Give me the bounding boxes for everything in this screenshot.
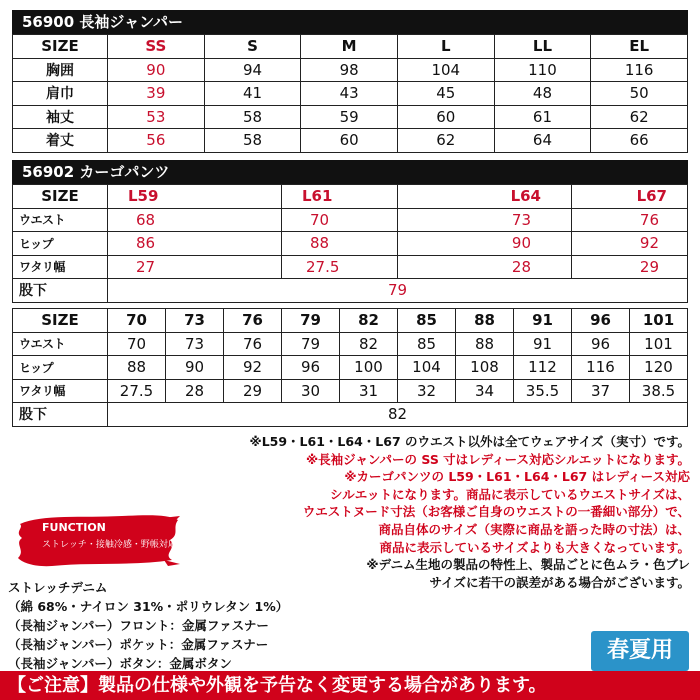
row-label: 股下 xyxy=(13,279,108,303)
jumper-size-table xyxy=(12,34,688,153)
row-label: 股下 xyxy=(13,403,108,427)
size-notes xyxy=(130,433,690,591)
table-cell: 43 xyxy=(301,82,398,106)
table-cell: 88 xyxy=(282,232,398,256)
table-cell: 104 xyxy=(397,58,494,82)
table-cell: 82 xyxy=(108,403,688,427)
table-row xyxy=(13,255,688,279)
table-cell: 38.5 xyxy=(630,379,688,403)
size-header-cell: 70 xyxy=(108,309,166,333)
size-header-cell: S xyxy=(204,35,301,59)
note-line: ※長袖ジャンパーの SS 寸はレディース対応シルエットになります。 xyxy=(306,451,690,467)
size-header-cell: L61 xyxy=(282,185,398,209)
table-cell: 98 xyxy=(301,58,398,82)
table-cell: 37 xyxy=(572,379,630,403)
table-cell: 30 xyxy=(282,379,340,403)
table-cell: 79 xyxy=(108,279,688,303)
size-header-cell: M xyxy=(301,35,398,59)
season-badge: 春夏用 xyxy=(591,631,689,671)
table-cell: 101 xyxy=(630,332,688,356)
size-header-cell: 85 xyxy=(398,309,456,333)
size-header-cell: LL xyxy=(494,35,591,59)
table-cell: 86 xyxy=(108,232,282,256)
size-header-cell: EL xyxy=(591,35,688,59)
table-cell: 110 xyxy=(494,58,591,82)
table-cell: 100 xyxy=(340,356,398,380)
table-row xyxy=(13,279,688,303)
function-subtitle: ストレッチ・接触冷感・野帳対応 xyxy=(42,540,177,550)
table-cell: 73 xyxy=(166,332,224,356)
caution-banner: 【ご注意】製品の仕様や外観を予告なく変更する場合があります。 xyxy=(0,671,700,700)
size-header-cell: 88 xyxy=(456,309,514,333)
table-cell: 53 xyxy=(108,105,205,129)
size-header-cell: L59 xyxy=(108,185,282,209)
row-label: ウエスト xyxy=(13,208,108,232)
table-cell: 62 xyxy=(591,105,688,129)
table-cell: 27.5 xyxy=(108,379,166,403)
table-cell: 70 xyxy=(108,332,166,356)
table-row xyxy=(13,232,688,256)
size-header-cell: SIZE xyxy=(13,309,108,333)
table-cell: 50 xyxy=(591,82,688,106)
table-cell: 120 xyxy=(630,356,688,380)
table-cell: 104 xyxy=(398,356,456,380)
size-header-cell: L xyxy=(397,35,494,59)
row-label: ウエスト xyxy=(13,332,108,356)
pants-mens-size-table xyxy=(12,308,688,427)
row-label: 袖丈 xyxy=(13,105,108,129)
table-cell: 45 xyxy=(397,82,494,106)
table-cell: 92 xyxy=(572,232,688,256)
note-line: ※カーゴパンツの L59・L61・L64・L67 はレディース対応 xyxy=(344,469,690,485)
row-label: ワタリ幅 xyxy=(13,379,108,403)
table-cell: 90 xyxy=(398,232,572,256)
table-row xyxy=(13,403,688,427)
note-line: ※デニム生地の製品の特性上、製品ごとに色ムラ・色ブレ xyxy=(366,557,690,573)
table-cell: 92 xyxy=(224,356,282,380)
table-row xyxy=(13,58,688,82)
table-cell: 59 xyxy=(301,105,398,129)
table-cell: 85 xyxy=(398,332,456,356)
size-header-cell: 96 xyxy=(572,309,630,333)
table-cell: 108 xyxy=(456,356,514,380)
table-cell: 35.5 xyxy=(514,379,572,403)
table-cell: 112 xyxy=(514,356,572,380)
jumper-section-title: 56900 長袖ジャンパー xyxy=(12,10,688,34)
table-cell: 76 xyxy=(224,332,282,356)
row-label: ヒップ xyxy=(13,232,108,256)
table-cell: 96 xyxy=(282,356,340,380)
table-cell: 68 xyxy=(108,208,282,232)
material-spec xyxy=(8,578,288,673)
size-header-cell: L64 xyxy=(398,185,572,209)
table-cell: 39 xyxy=(108,82,205,106)
table-cell: 29 xyxy=(572,255,688,279)
size-header-cell: SIZE xyxy=(13,35,108,59)
table-row xyxy=(13,208,688,232)
table-cell: 61 xyxy=(494,105,591,129)
spec-line: （長袖ジャンパー）フロント：金属ファスナー xyxy=(8,618,269,633)
table-cell: 64 xyxy=(494,129,591,153)
table-cell: 90 xyxy=(108,58,205,82)
table-row xyxy=(13,105,688,129)
table-row xyxy=(13,332,688,356)
ladies-header-row xyxy=(13,185,688,209)
table-cell: 27.5 xyxy=(282,255,398,279)
table-cell: 66 xyxy=(591,129,688,153)
jumper-header-row xyxy=(13,35,688,59)
spec-line: （長袖ジャンパー）ポケット：金属ファスナー xyxy=(8,637,269,652)
table-cell: 116 xyxy=(572,356,630,380)
note-line: ウエストヌード寸法（お客様ご自身のウエストの一番細い部分）で、 xyxy=(302,504,690,520)
table-cell: 96 xyxy=(572,332,630,356)
table-cell: 82 xyxy=(340,332,398,356)
size-header-cell: 82 xyxy=(340,309,398,333)
row-label: ヒップ xyxy=(13,356,108,380)
table-cell: 62 xyxy=(397,129,494,153)
table-cell: 41 xyxy=(204,82,301,106)
table-cell: 31 xyxy=(340,379,398,403)
function-title: FUNCTION xyxy=(42,521,106,534)
note-line: 商品に表示しているサイズよりも大きくなっています。 xyxy=(379,539,690,555)
table-cell: 76 xyxy=(572,208,688,232)
table-cell: 94 xyxy=(204,58,301,82)
table-cell: 91 xyxy=(514,332,572,356)
note-line: サイズに若干の誤差がある場合がございます。 xyxy=(429,574,690,590)
pants-section-title: 56902 カーゴパンツ xyxy=(12,160,688,184)
size-header-cell: 79 xyxy=(282,309,340,333)
table-cell: 28 xyxy=(166,379,224,403)
table-cell: 88 xyxy=(108,356,166,380)
size-header-cell: SS xyxy=(108,35,205,59)
note-line: ※L59・L61・L64・L67 のウエスト以外は全てウェアサイズ（実寸）です。 xyxy=(249,434,690,449)
size-header-cell: 76 xyxy=(224,309,282,333)
table-cell: 88 xyxy=(456,332,514,356)
spec-line: （綿 68%・ナイロン 31%・ポリウレタン 1%） xyxy=(8,599,289,614)
table-cell: 60 xyxy=(301,129,398,153)
note-line: シルエットになります。商品に表示しているウエストサイズは、 xyxy=(330,486,690,502)
spec-line: （長袖ジャンパー）ボタン：金属ボタン xyxy=(8,656,232,671)
table-cell: 58 xyxy=(204,105,301,129)
table-cell: 70 xyxy=(282,208,398,232)
size-header-cell: 73 xyxy=(166,309,224,333)
table-row xyxy=(13,129,688,153)
size-header-cell: 101 xyxy=(630,309,688,333)
table-cell: 79 xyxy=(282,332,340,356)
row-label: 着丈 xyxy=(13,129,108,153)
table-cell: 56 xyxy=(108,129,205,153)
size-header-cell: 91 xyxy=(514,309,572,333)
table-cell: 73 xyxy=(398,208,572,232)
table-cell: 58 xyxy=(204,129,301,153)
table-cell: 29 xyxy=(224,379,282,403)
table-cell: 32 xyxy=(398,379,456,403)
table-row xyxy=(13,379,688,403)
table-cell: 90 xyxy=(166,356,224,380)
pants-ladies-size-table xyxy=(12,184,688,303)
table-cell: 34 xyxy=(456,379,514,403)
size-header-cell: L67 xyxy=(572,185,688,209)
table-cell: 27 xyxy=(108,255,282,279)
row-label: 肩巾 xyxy=(13,82,108,106)
row-label: ワタリ幅 xyxy=(13,255,108,279)
table-cell: 116 xyxy=(591,58,688,82)
table-cell: 28 xyxy=(398,255,572,279)
mens-header-row xyxy=(13,309,688,333)
spec-line: ストレッチデニム xyxy=(8,580,108,595)
row-label: 胸囲 xyxy=(13,58,108,82)
note-line: 商品自体のサイズ（実際に商品を語った時の寸法）は、 xyxy=(378,521,690,537)
table-row xyxy=(13,82,688,106)
table-row xyxy=(13,356,688,380)
size-header-cell: SIZE xyxy=(13,185,108,209)
table-cell: 60 xyxy=(397,105,494,129)
table-cell: 48 xyxy=(494,82,591,106)
